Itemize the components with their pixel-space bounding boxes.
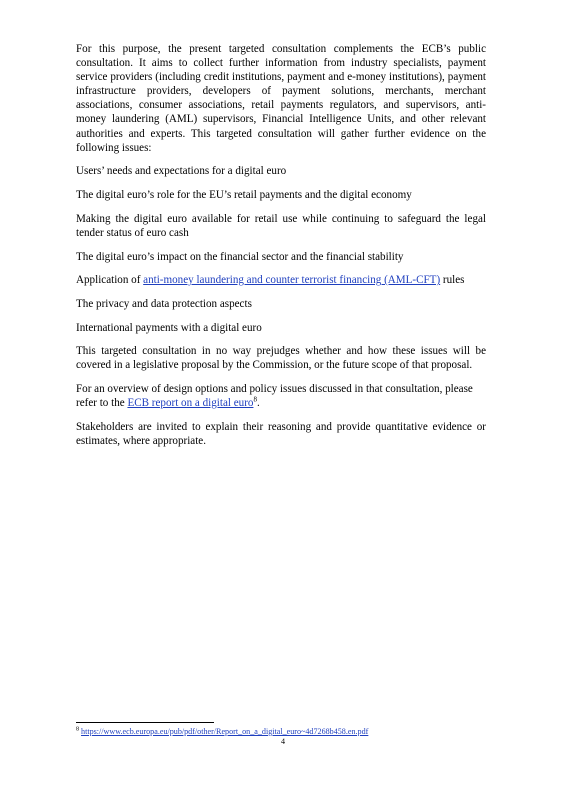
page-number: 4 bbox=[280, 737, 286, 746]
issue-financial-stability: The digital euro’s impact on the financial sector and the financial stability bbox=[76, 250, 404, 263]
issue-legal-tender: Making the digital euro available for retail use while continuing to safeguard the legal tender status of euro cash bbox=[76, 212, 486, 239]
issue-aml-cft-prefix: Application of bbox=[76, 274, 144, 287]
overview-suffix: . bbox=[256, 397, 260, 410]
footnote-url-link[interactable]: https://www.ecb.europa.eu/pub/pdf/other/Report_on_a_digital_euro~4d7268b458.en.pdf bbox=[81, 727, 369, 736]
footnote-separator bbox=[76, 722, 214, 723]
issue-role-retail-payments: The digital euro’s role for the EU’s retail payments and the digital economy bbox=[76, 189, 412, 202]
aml-cft-link[interactable]: anti-money laundering and counter terrorist financing (AML-CFT) bbox=[143, 274, 441, 287]
footnote-reference[interactable]: 8 bbox=[253, 395, 257, 404]
issue-aml-cft bbox=[76, 273, 486, 287]
intro-paragraph: For this purpose, the present targeted consultation complements the ECB’s public consultation. It aims to collect further information from industry specialists, payment service providers (including credit institutions, payment and e-money institutions), payment infrastructure providers, developers of payment solutions, merchants, merchant associations, consumer associations, retail payments regulators, and supervisors, anti-money laundering (AML) supervisors, Financial Intelligence Units, and other relevant authorities and experts. This targeted consultation will gather further evidence on the following issues: bbox=[76, 43, 486, 154]
issue-aml-cft-suffix: rules bbox=[440, 274, 465, 287]
stakeholders-paragraph: Stakeholders are invited to explain their reasoning and provide quantitative evidence or estimates, where appropriate. bbox=[76, 420, 486, 447]
footnote bbox=[76, 727, 496, 737]
overview-prefix: For an overview of design options and policy issues discussed in that consultation, please refer to the bbox=[76, 383, 473, 410]
ecb-report-link[interactable]: ECB report on a digital euro bbox=[127, 397, 254, 410]
footnote-number: 8 bbox=[76, 726, 79, 733]
prejudge-paragraph: This targeted consultation in no way prejudges whether and how these issues will be covered in a legislative proposal by the Commission, or the future scope of that proposal. bbox=[76, 345, 486, 372]
issue-users-needs: Users’ needs and expectations for a digital euro bbox=[76, 165, 287, 178]
issue-privacy: The privacy and data protection aspects bbox=[76, 297, 252, 310]
overview-paragraph bbox=[76, 382, 486, 410]
issue-international-payments: International payments with a digital euro bbox=[76, 321, 262, 334]
body-text bbox=[76, 42, 486, 458]
